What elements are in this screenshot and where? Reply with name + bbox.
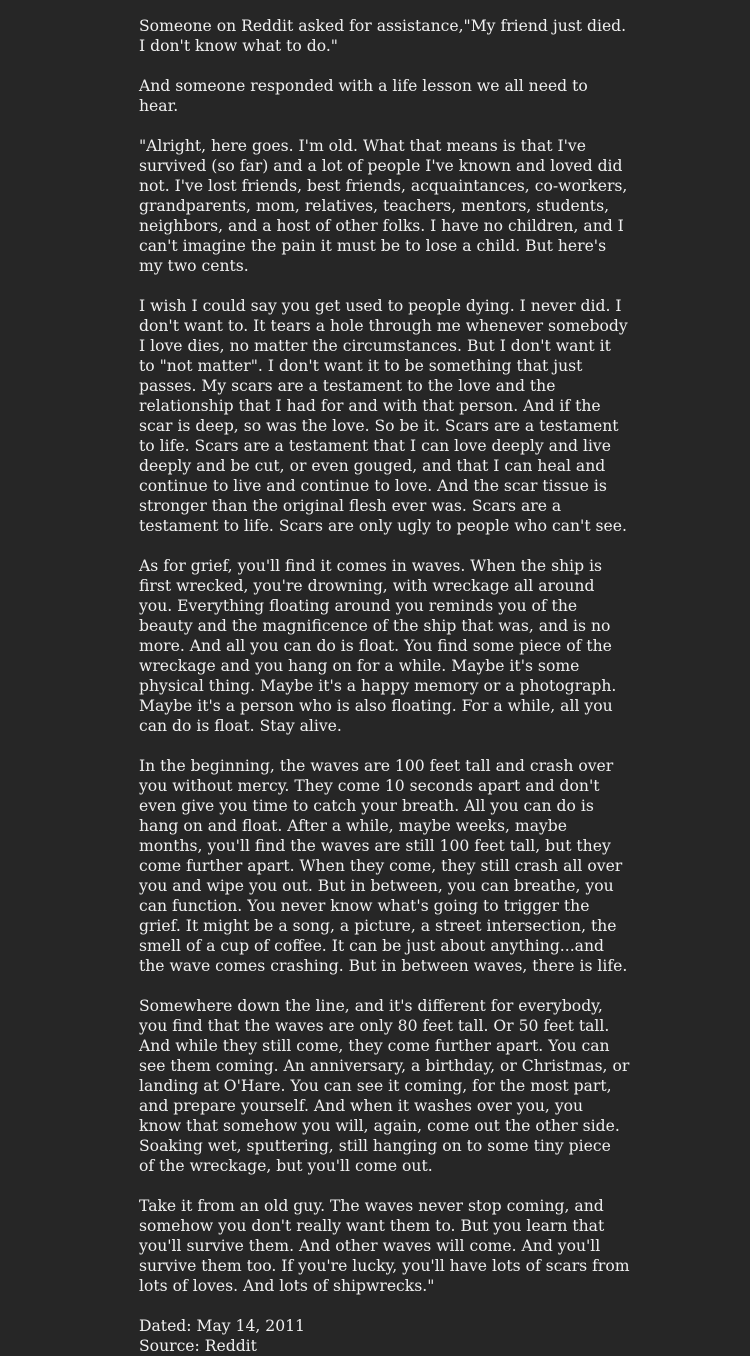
paragraph-grief-waves: As for grief, you'll find it comes in waves. When the ship is first wrecked, you're drowning, with wreckage all around you. Everything floating around you reminds you of the beauty and the magnificence of the ship that was, and is no more. And all you can do is float. You find some piece of the wreckage and you hang on for a while. Maybe it's some physical thing. Maybe it's a happy memory or a photograph. Maybe it's a person who is also floating. For a while, all you can do is float. Stay alive. bbox=[139, 557, 617, 735]
paragraph-old-guy: Take it from an old guy. The waves never stop coming, and somehow you don't really want them to. But you learn that you'll survive them. And other waves will come. And you'll survive them too. If you're lucky, you'll have lots of scars from lots of loves. And lots of shipwrecks." bbox=[139, 1197, 630, 1295]
dated-line: Dated: May 14, 2011 bbox=[139, 1317, 305, 1335]
paragraph-beginning: In the beginning, the waves are 100 feet tall and crash over you without mercy. They come 10 seconds apart and don't even give you time to catch your breath. All you can do is hang on and float. After a while, maybe weeks, maybe months, you'll find the waves are still 100 feet tall, but they come further apart. When they come, they still crash all over you and wipe you out. But in between, you can breathe, you can function. You never know what's going to trigger the grief. It might be a song, a picture, a street intersection, the smell of a cup of coffee. It can be just about anything...and the wave comes crashing. But in between waves, there is life. bbox=[139, 757, 628, 975]
source-line: Source: Reddit bbox=[139, 1337, 257, 1355]
paragraph-down-the-line: Somewhere down the line, and it's different for everybody, you find that the waves are only 80 feet tall. Or 50 feet tall. And while they still come, they come further apart. You can see them coming. An anniversary, a birthday, or Christmas, or landing at O'Hare. You can see it coming, for the most part, and prepare yourself. And when it washes over you, you know that somehow you will, again, come out the other side. Soaking wet, sputtering, still hanging on to some tiny piece of the wreckage, but you'll come out. bbox=[139, 997, 630, 1175]
paragraph-scars: I wish I could say you get used to people dying. I never did. I don't want to. It tears a hole through me whenever somebody I love dies, no matter the circumstances. But I don't want it to "not matter". I don't want it to be something that just passes. My scars are a testament to the love and the relationship that I had for and with that person. And if the scar is deep, so was the love. So be it. Scars are a testament to life. Scars are a testament that I can love deeply and live deeply and be cut, or even gouged, and that I can heal and continue to live and continue to love. And the scar tissue is stronger than the original flesh ever was. Scars are a testament to life. Scars are only ugly to people who can't see. bbox=[139, 297, 628, 535]
paragraph-response-intro: And someone responded with a life lesson we all need to hear. bbox=[139, 77, 588, 115]
paragraph-im-old: "Alright, here goes. I'm old. What that means is that I've survived (so far) and a lot of people I've known and loved did not. I've lost friends, best friends, acquaintances, co-workers, grandparents, mom, relatives, teachers, mentors, students, neighbors, and a host of other folks. I have no children, and I can't imagine the pain it must be to lose a child. But here's my two cents. bbox=[139, 137, 628, 275]
paragraph-intro: Someone on Reddit asked for assistance,"My friend just died. I don't know what to do." bbox=[139, 17, 627, 55]
